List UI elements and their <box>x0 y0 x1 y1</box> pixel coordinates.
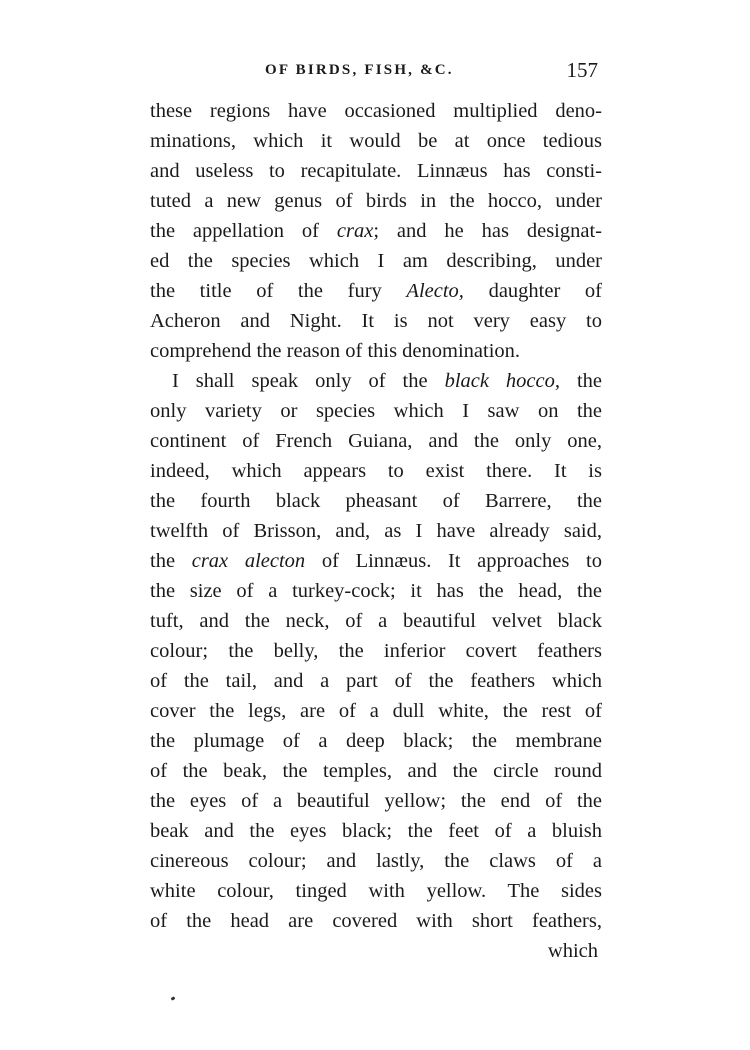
running-head <box>150 56 600 90</box>
text-run: the <box>560 370 603 392</box>
text-run: of the tail, and a part of the feathers which <box>150 670 602 692</box>
text-run: continent of French Guiana, and the only one, <box>150 430 602 452</box>
text-line <box>150 336 602 366</box>
text-line <box>150 186 602 216</box>
text-run: ed the species which I am describing, under <box>150 250 602 272</box>
text-line <box>150 156 602 186</box>
text-line <box>150 816 602 846</box>
text-line <box>150 516 602 546</box>
catchword: which <box>547 940 598 962</box>
text-line <box>150 96 602 126</box>
text-line <box>150 756 602 786</box>
text-run: ; and he has designat- <box>373 220 602 242</box>
text-run: and useless to recapitulate. Linnæus has consti- <box>150 160 602 182</box>
text-line <box>150 636 602 666</box>
text-run: Acheron and Night. It is not very easy to <box>150 310 602 332</box>
text-line <box>150 216 602 246</box>
text-line <box>150 276 602 306</box>
text-line <box>150 786 602 816</box>
text-line <box>150 126 602 156</box>
text-run: daughter of <box>463 280 603 302</box>
text-run: tuft, and the neck, of a beautiful velvet black <box>150 610 602 632</box>
text-line <box>150 666 602 696</box>
text-line <box>150 456 602 486</box>
text-run: the <box>150 550 192 572</box>
text-run: indeed, which appears to exist there. It is <box>150 460 602 482</box>
text-line <box>150 246 602 276</box>
text-run: cinereous colour; and lastly, the claws of a <box>150 850 602 872</box>
text-line <box>150 306 602 336</box>
text-run: the eyes of a beautiful yellow; the end of the <box>150 790 602 812</box>
ink-speck <box>171 996 176 1001</box>
text-run: of Linnæus. It approaches to <box>305 550 602 572</box>
running-title: OF BIRDS, FISH, &C. <box>265 62 454 78</box>
page-number: 157 <box>566 58 598 82</box>
text-line <box>150 906 602 936</box>
text-run: of the beak, the temples, and the circle round <box>150 760 602 782</box>
italic-term: black hocco, <box>444 370 560 392</box>
text-run: the appellation of <box>150 220 337 242</box>
text-run: these regions have occasioned multiplied deno- <box>150 100 602 122</box>
text-run: the size of a turkey-cock; it has the head, the <box>150 580 602 602</box>
text-line <box>150 876 602 906</box>
text-run: cover the legs, are of a dull white, the rest of <box>150 700 602 722</box>
text-line <box>150 546 602 576</box>
text-run: twelfth of Brisson, and, as I have already said, <box>150 520 602 542</box>
text-line <box>150 366 602 396</box>
text-line <box>150 486 602 516</box>
text-run: the fourth black pheasant of Barrere, the <box>150 490 602 512</box>
text-run: only variety or species which I saw on the <box>150 400 602 422</box>
text-line <box>150 726 602 756</box>
text-run: white colour, tinged with yellow. The sides <box>150 880 602 902</box>
body-text <box>150 96 602 966</box>
text-line <box>150 696 602 726</box>
text-run: beak and the eyes black; the feet of a bluish <box>150 820 602 842</box>
text-run: I shall speak only of the <box>172 370 445 392</box>
text-line <box>150 576 602 606</box>
text-run: the title of the fury <box>150 280 407 302</box>
text-run: comprehend the reason of this denomination. <box>150 340 521 362</box>
text-line <box>150 846 602 876</box>
text-run: minations, which it would be at once tedious <box>150 130 602 152</box>
text-run: the plumage of a deep black; the membrane <box>150 730 602 752</box>
italic-term: crax alecton <box>191 550 306 572</box>
text-run: of the head are covered with short feathers, <box>150 910 602 932</box>
text-line <box>150 606 602 636</box>
text-line <box>150 396 602 426</box>
text-line <box>150 426 602 456</box>
text-run: tuted a new genus of birds in the hocco, under <box>150 190 602 212</box>
italic-term: Alecto, <box>406 280 464 302</box>
italic-term: crax <box>336 220 374 242</box>
text-run: colour; the belly, the inferior covert feathers <box>150 640 602 662</box>
